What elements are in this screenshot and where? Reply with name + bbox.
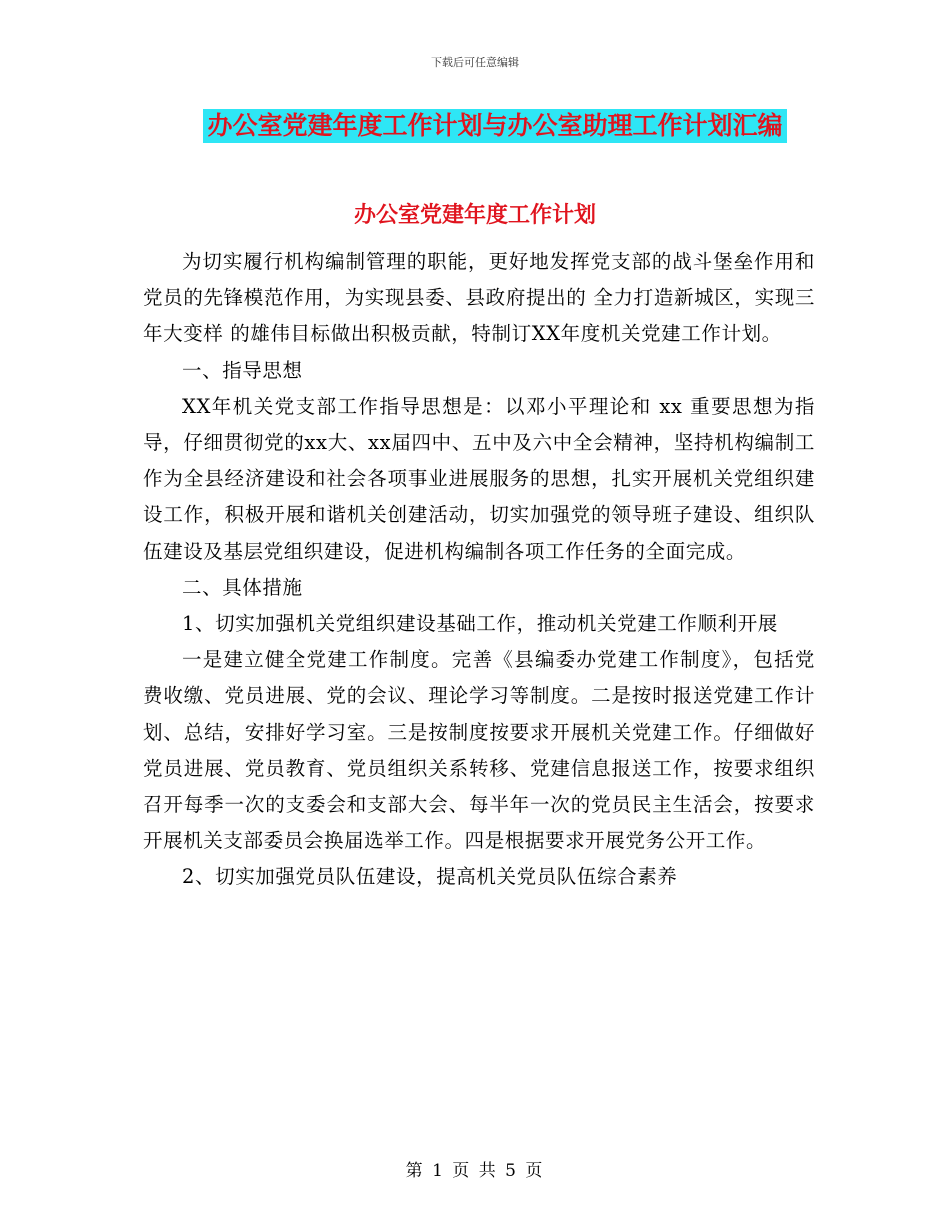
heading-specific-measures: 二、具体措施	[182, 575, 303, 599]
paragraph-intro: 为切实履行机构编制管理的职能，更好地发挥党支部的战斗堡垒作用和党员的先锋模范作用，为实现县委、县政府提出的 全力打造新城区，实现三年大变样 的雄伟目标做出积极贡献，特制订XX年度机关党建工作计划。	[143, 250, 815, 346]
main-title-wrap	[0, 109, 950, 143]
paragraph-measure-2-title: 2、切实加强党员队伍建设，提高机关党员队伍综合素养	[182, 865, 678, 889]
paragraph-measure-1-body: 一是建立健全党建工作制度。完善《县编委办党建工作制度》，包括党费收缴、党员进展、党的会议、理论学习等制度。二是按时报送党建工作计划、总结，安排好学习室。三是按制度按要求开展机关党建工作。仔细做好党员进展、党员教育、党员组织关系转移、党建信息报送工作，按要求组织召开每季一次的支委会和支部大会、每半年一次的党员民主生活会，按要求开展机关支部委员会换届选举工作。四是根据要求开展党务公开工作。	[143, 648, 815, 853]
paragraph-measure-1-title: 1、切实加强机关党组织建设基础工作，推动机关党建工作顺利开展	[182, 612, 778, 636]
main-title: 办公室党建年度工作计划与办公室助理工作计划汇编	[203, 109, 786, 143]
page-footer: 第 1 页 共 5 页	[405, 1161, 545, 1181]
document-body	[143, 244, 815, 896]
paragraph-guiding-thought: XX年机关党支部工作指导思想是：以邓小平理论和 xx 重要思想为指导，仔细贯彻党的xx大、xx届四中、五中及六中全会精神，坚持机构编制工作为全县经济建设和社会各项事业进展服务的思想，扎实开展机关党组织建设工作，积极开展和谐机关创建活动，切实加强党的领导班子建设、组织队伍建设及基层党组织建设，促进机构编制各项工作任务的全面完成。	[143, 394, 815, 563]
heading-guiding-thought: 一、指导思想	[182, 358, 303, 382]
header-note: 下载后可任意编辑	[431, 56, 519, 69]
section-title: 办公室党建年度工作计划	[353, 203, 596, 228]
